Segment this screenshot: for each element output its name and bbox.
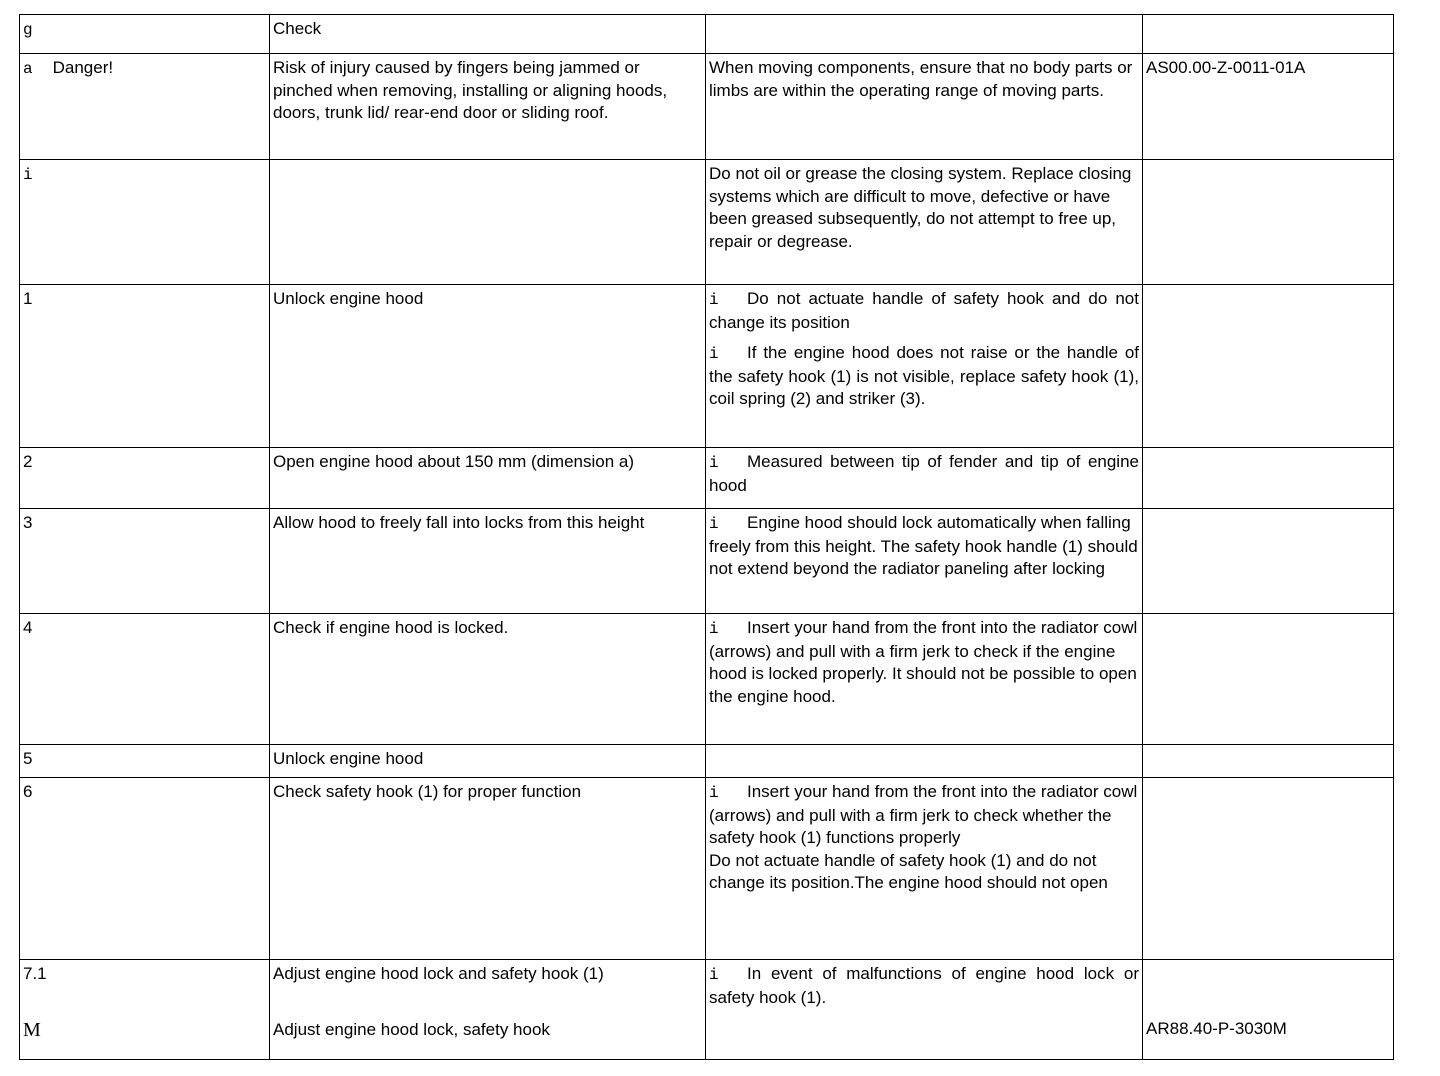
info-icon: i bbox=[709, 345, 719, 363]
action-cell: Check safety hook (1) for proper function bbox=[270, 778, 706, 960]
note-paragraph: i Engine hood should lock automatically when falling freely from this height. The safety hook handle (1) should not extend beyond the radiator paneling after locking bbox=[709, 513, 1138, 578]
danger-label: Danger! bbox=[52, 58, 114, 77]
reference-cell bbox=[1143, 448, 1394, 509]
action-cell: Open engine hood about 150 mm (dimension a) bbox=[270, 448, 706, 509]
note-cell bbox=[706, 448, 1143, 509]
note-paragraph: i If the engine hood does not raise or the handle of the safety hook (1) is not visible, replace safety hook (1), coil spring (2) and striker (3). bbox=[709, 343, 1139, 408]
note-paragraph: i Insert your hand from the front into the radiator cowl (arrows) and pull with a firm jerk to check if the engine hood is locked properly. It should not be possible to open the engine hood. bbox=[709, 618, 1138, 706]
note-cell bbox=[706, 614, 1143, 745]
step-cell: 2 bbox=[20, 448, 270, 509]
info-icon: i bbox=[709, 515, 719, 533]
note-paragraph: i In event of malfunctions of engine hood lock or safety hook (1). bbox=[709, 964, 1139, 1007]
step-cell: 1 bbox=[20, 285, 270, 448]
step-cell: g bbox=[20, 15, 270, 54]
info-icon: i bbox=[709, 454, 719, 472]
action-cell: Adjust engine hood lock and safety hook (1) Adjust engine hood lock, safety hook bbox=[270, 960, 706, 1060]
note-cell: Do not oil or grease the closing system. Replace closing systems which are difficult to move, defective or have been greased subsequently, do not attempt to free up, repair or degrease. bbox=[706, 160, 1143, 285]
step-cell bbox=[20, 160, 270, 285]
step-cell: 3 bbox=[20, 509, 270, 614]
note-paragraph: i Measured between tip of fender and tip of engine hood bbox=[709, 452, 1139, 495]
table-row bbox=[20, 448, 1394, 509]
action-cell bbox=[270, 160, 706, 285]
reference-cell bbox=[1143, 960, 1394, 1060]
note-cell bbox=[706, 745, 1143, 778]
info-icon: i bbox=[709, 620, 719, 638]
sub-action: Adjust engine hood lock, safety hook bbox=[273, 1019, 550, 1039]
reference-cell: AS00.00-Z-0011-01A bbox=[1143, 54, 1394, 160]
table-row bbox=[20, 778, 1394, 960]
reference-cell bbox=[1143, 285, 1394, 448]
reference-cell bbox=[1143, 778, 1394, 960]
info-icon: i bbox=[709, 784, 719, 802]
step-cell bbox=[20, 54, 270, 160]
info-icon: i bbox=[709, 291, 719, 309]
step-cell: 5 bbox=[20, 745, 270, 778]
table-row bbox=[20, 509, 1394, 614]
danger-icon: a bbox=[23, 60, 33, 78]
reference-cell bbox=[1143, 160, 1394, 285]
action-cell: Unlock engine hood bbox=[270, 745, 706, 778]
note-paragraph: Do not actuate handle of safety hook (1) and do not change its position.The engine hood should not open bbox=[709, 850, 1108, 892]
step-cell: 4 bbox=[20, 614, 270, 745]
reference-cell bbox=[1143, 614, 1394, 745]
note-cell bbox=[706, 285, 1143, 448]
note-cell: When moving components, ensure that no body parts or limbs are within the operating range of moving parts. bbox=[706, 54, 1143, 160]
note-cell bbox=[706, 15, 1143, 54]
action-cell: Risk of injury caused by fingers being jammed or pinched when removing, installing or aligning hoods, doors, trunk lid/ rear-end door or sliding roof. bbox=[270, 54, 706, 160]
note-cell bbox=[706, 778, 1143, 960]
table-row bbox=[20, 614, 1394, 745]
table-row bbox=[20, 15, 1394, 54]
table-row bbox=[20, 745, 1394, 778]
note-paragraph: i Insert your hand from the front into the radiator cowl (arrows) and pull with a firm jerk to check whether the safety hook (1) functions properly bbox=[709, 782, 1138, 847]
workshop-icon: M bbox=[23, 1018, 41, 1041]
table-row bbox=[20, 960, 1394, 1060]
info-icon: i bbox=[709, 966, 719, 984]
table-row bbox=[20, 285, 1394, 448]
step-cell: 6 bbox=[20, 778, 270, 960]
reference-cell bbox=[1143, 509, 1394, 614]
note-cell bbox=[706, 960, 1143, 1060]
action-cell: Unlock engine hood bbox=[270, 285, 706, 448]
step-cell: 7.1 M bbox=[20, 960, 270, 1060]
action-cell: Check if engine hood is locked. bbox=[270, 614, 706, 745]
reference-cell bbox=[1143, 745, 1394, 778]
procedure-table bbox=[19, 14, 1394, 1060]
note-cell bbox=[706, 509, 1143, 614]
reference-cell bbox=[1143, 15, 1394, 54]
table-row bbox=[20, 160, 1394, 285]
table-row bbox=[20, 54, 1394, 160]
action-cell: Allow hood to freely fall into locks from this height bbox=[270, 509, 706, 614]
info-icon: i bbox=[23, 166, 33, 184]
note-paragraph: i Do not actuate handle of safety hook and do not change its position bbox=[709, 289, 1139, 332]
action-cell: Check bbox=[270, 15, 706, 54]
reference-link[interactable]: AR88.40-P-3030M bbox=[1146, 1019, 1287, 1038]
